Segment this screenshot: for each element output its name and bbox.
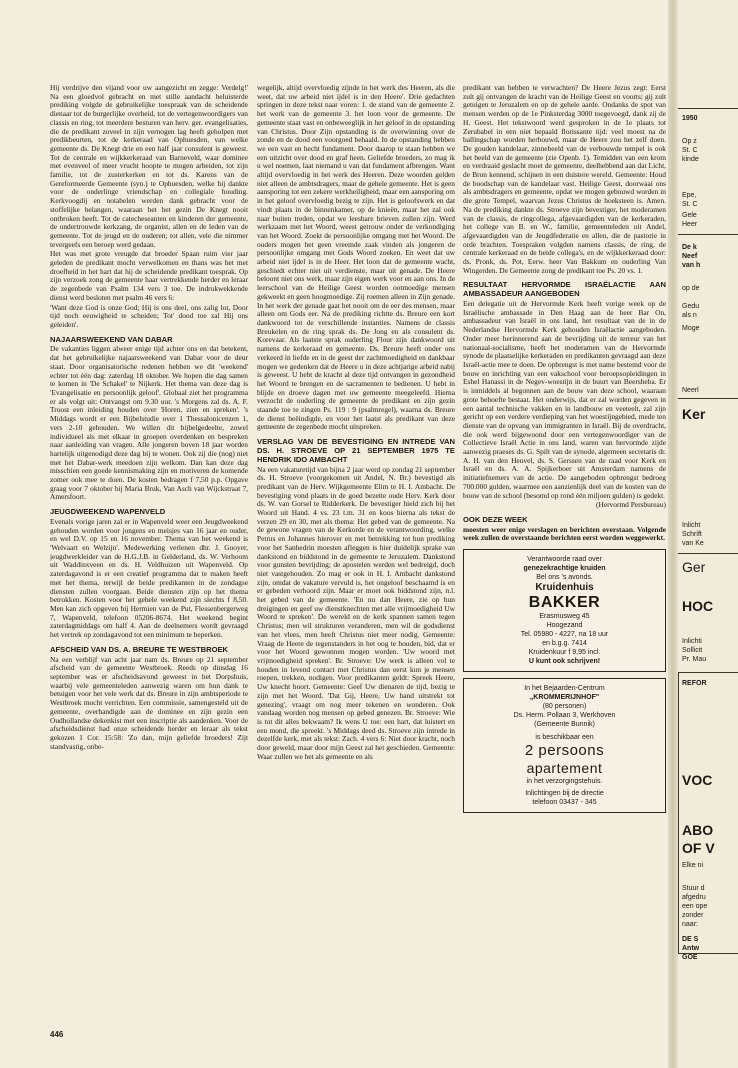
strip-text: Pr. Mau [682,656,707,663]
ad-headline: 2 persoons [524,742,605,760]
column-3 [463,84,666,1019]
article-text: De vakanties liggen alweer enige tijd achter ons en dat betekent, dat het gebruikelijke najaarsweekend van Dabar voor de deur staat. Door organisatorische redenen hebben we dit 'weekend' echter tot één dag: zaterdag 18 oktober. We hopen die dag samen te komen in 'De Schakel' te Nijkerk. Het thema van deze dag is 'Evangelisatie en persoonlijk geloof'. Globaal ziet het programma er als volgt uit: Ontvangst om 9.30 uur. 's Morgens zal ds. A. F. Troost een inleiding houden over 'Horen, zien en spreken'. 's Middags wordt er een Bijbelstudie over 1 Thessalonicenzen 1, vers 2-10 gehouden. We willen dit bijbelgedeelte, zowel individueel als met elkaar in groepen overdenken en bespreken naar aanleiding van vragen. Alle jongeren boven 18 jaar worden hartelijk uitgenodigd deze dag bij te wonen. Ook zij die (nog) niet met het Dabar-werk meedoen zijn welkom. Dan kan deze dag misschien een goede kennismaking zijn en motiveren de komende zomer ook mee te doen. De kosten bedragen f 7,50 p.p. Opgave graag voor 7 oktober bij Maria Bruk, Van Asch van Wijckstraat 7, Amersfoort. [50,344,248,502]
strip-text: kinde [682,156,699,163]
strip-text: zonder [682,912,704,919]
adjacent-page-strip [678,0,738,1068]
article-text: Na een verblijf van acht jaar nam ds. Breure op 21 september afscheid van de gemeente Westbroek. Reeds op dinsdag 16 september was er afscheidsavond geweest in het Dorpshuis, waarbij vele gemeenteleden aanwezig waren om hun dank te betuigen voor het vele werk dat ds. Breure in zijn ambtsperiode te Westbroek mocht verrichten. Een commissie, samengesteld uit de gemeente, overhandigde aan de dominee en zijn gezin een Oudhollandse dekenkist met een inscriptie als aandenken. Voor de afscheidsdienst had onze scheidende herder en leraar als tekst gekozen 1 Cor. 15:58: 'Zo dan, mijn geliefde broeders! Zijt standvastig, onbe- [50,654,248,751]
strip-text: Elke ni [682,862,704,869]
article-text: Evenals vorige jaren zal er in Wapenveld weer een Jeugdweekend gehouden worden voor jongens en meisjes van 16 jaar en ouder, en wel D.V. op 15 en 16 november. Thema van het weekend is 'Welvaart en Welzijn'. Medewerking verlenen dhr. J. Gooyer, jeugdwerkleider van de H.G.J.B. in Gelderland, ds. W. Verhoom uit Waddinxveen en ds. H. Veldhuizen uit Wapenveld. Op zaterdagavond is er een creatief programma dat te maken heeft met het thema, terwijl de beide predikanten in de zondagse diensten zullen voorgaan. Beide diensten zijn op het thema betrokken. Kosten voor het gehele weekend zijn slechts f 8,50. Men kan zich opgeven bij Hermien van de Put, Flessenbergerweg 7, Wapenveld, telefoon 05206-8674. Het weekend begint zaterdagmiddags om half 4. Aan de deelnemers wordt gevraagd het vertrek op zondagavond tot een minimum te beperken. [50,516,248,640]
strip-heading: Ger [682,559,706,575]
ad-line: Bel ons 's avonds. [536,574,593,582]
strip-heading: VOC [682,772,713,788]
strip-text: Op z [682,138,697,145]
strip-text: Inlicht [682,522,701,529]
strip-heading: Ker [682,406,706,422]
strip-text: van Ke [682,540,704,547]
strip-text: REFOR [682,680,707,687]
strip-text: Heer [682,221,698,228]
strip-heading: ABO [682,822,714,838]
strip-text: Gele [682,212,697,219]
divider [678,108,738,109]
strip-text: GOE [682,954,698,961]
ad-line: in het verzorgingstehuis. [526,778,603,786]
ad-line: Kruidenkuur f 9,95 incl. [528,649,601,657]
strip-text: naar: [682,921,698,928]
strip-text: Neef [682,253,698,260]
article-heading: AFSCHEID VAN DS. A. BREURE TE WESTBROEK [50,644,229,654]
strip-text: St. C [682,201,698,208]
ad-line: „KROMMERIJNHOF" [529,694,600,702]
ad-line: en b.g.g. 7414 [542,640,587,648]
strip-text: DE S [682,936,699,943]
column-2 [257,84,455,1019]
strip-text: Schrift [682,531,702,538]
article-heading: JEUGDWEEKEND WAPENVELD [50,507,166,517]
article-heading: RESULTAAT HERVORMDE ISRAËLACTIE AAN AMBASSADEUR AANGEBODEN [463,280,666,299]
strip-text: een ope [682,903,708,910]
strip-text: Neerl [682,387,699,394]
divider [678,234,738,235]
ad-line: Inlichtingen bij de directie [525,790,604,798]
ad-line: (80 personen) [542,703,587,711]
article-text: Na een vakaturetijd van bijna 2 jaar werd op zondag 21 september ds. H. Stroeve (voorgekomen uit Andel, N. Br.) bevestigd als predikant van de Herv. Wijkgemeente Elim te H. I. Ambacht. De bevestiging vond plaats in de goed bezette oude Herv. Kerk door ds. W. van Gorsel te Ridderkerk. De bevestiger hield zich bij het Woord uit Hand. 4 vs. 23 t.m. 31 en koos hierna als tekst de verzen 29 en 30, met als thema: Het gebed van de gemeente. Na de gewone vragen van de Kerkorde en de verantwoording, welke Petrus en Johannes hierover en met betrekking tot hun prediking voor het Sanhedrin moesten afleggen is hier duidelijk sprake van dankstond en biddstond in de gemeente te Jeruzalem. Dankstond voor gunsten bevrijding; de apostelen werden wel bedreigd, doch niet vastgehouden. Zo mag er ook in H. I. Ambacht dankstond zijn, omdat de vakature vervuld is, het ongeloof beschaamd is en er gebeden verhoord zijn. Maar er moet ook biddstond zijn, n.l. het gebed van de gemeente. 'En nu dan Heere, zie op hun dreigingen en geef uw dienstknechten met alle vrijmoedigheid Uw Woord te spreken'. De wereld en de kerk spannen samen tegen Christus; men wil strukturen veranderen, men wil de godsdienst van het vlees, men heeft Christus niet meer nodig. Gemeente: Vraag de Heere de tegenstanders in het oog te houden, bid, dat er voor het Woord gewonnen mogen worden. 'Uw woord met vrijmoedigheid spreken'. Br. Stroeve: Uw werk is alleen vol te houden in levend contact met Christus dan eerst kun je mensen roepen, trekken, nodigen. Voor predikanten geldt: Spreek Heere, Uw knecht hoort. Gemeente: Geef Uw dienaren de tijd, bezig te zijn met het Woord. 'Dat Gij, Heere, Uw hand uitstrekt tot genezing', vraagt om nog meer tekenen en wonderen. Ook vandaag worden nog mensen op gebed genezen. Br. Stroeve: Wie is tot dit alles bekwaam? Ik wens U toe: een hart, dat luistert en een mond, die spreekt. 's Middags deed ds. Stroeve zijn intrede in dezelfde kerk, met als tekst: Zach. 4 vers 6: Niet door kracht, noch door geweld, maar door mijn Geest zal het geschieden. Gemeente: Waar zullen we het als gemeente en als [257,464,455,761]
article-text: Een delegatie uit de Hervormde Kerk heeft vorige week op de Israëlische ambassade in Den Haag aan de heer Bar On, ambassadeur van Israël in ons land, het resultaat van de in de Nederlandse Hervormde Kerk gehouden Israëlactie aangeboden. Onder meer herinnerend aan de bevrijding uit de terreur van het nationaal-socialisme, heeft het moderamen van de Hervormde synode de plaatselijke kerkeraden en predikanten gevraagd aan deze Israël-actie mee te doen. De opbrengst is met name bestemd voor de bouw en inrichting van een vakschool voor beroepsopleidingen in Eshel Hanassi in de Negev-woestijn in de buurt van Beersheba. Er is inmiddels al begonnen aan de bouw van deze school, waaraan grote behoefte bestaat. Het onderwijs, dat er zal worden gegeven in een aantal technische vakken en in landbouw en veeteelt, zal zijn gericht op een verdere verdieping van het woestijngebied, mede ten dienste van de opvang van immigranten in Israël. Bij de overdracht, die ook werd bijgewoond door een vertegenwoordiger van de Collectieve Israël Actie in ons land, waren van hervormde zijde aanwezig praeses ds. G. Spilt van de synode, algemeen secretaris dr. A. H. van den Heuvel, ds. S. Gerssen van de raad voor Kerk en Israël en ds. A. A. Spijkerboer uit Amsterdam namens de initiatiefnemers van de actie. De aangeboden opbrengst bedroeg 700.000 gulden, waarmee een aanzienlijk deel van de kosten van de bouw van de school (besomd op rond één miljoen gulden) is gedekt. [463,299,666,500]
psalm-verse: 'Want deze God is onze God; Hij is ons deel, ons zalig lot, Door tijd noch eeuwigheid te scheiden; Tot' dood toe zal Hij ons geleiden'. [50,302,248,329]
ad-line: (Gemeente Bunnik) [534,721,595,729]
strip-text: als n [682,312,697,319]
ad-line: U kunt ook schrijven! [528,658,601,666]
article-text: predikant van hebben te verwachten? De Heere Jezus zegt: Eerst zult gij ontvangen de kracht van de Heilige Geest en voorts; gij zult getuigen te Jeruzalem en op de gehele aarde. Ondanks de spot van mensen werden op de 1e Pinksterdag 3000 toegevoegd, dank zij de H. Geest. Het tekstwoord werd gesproken in de 1e plaats tot Zerubabel in een niet bepaald florissante tijd: veel moest na de ballingschap worden herbouwd, maar de Heere zou het zelf doen. De gouden kandelaar, zinnebeeld van de verbouwde tempel is ook het beeld van de gemeente (zie Openb. 1). Temidden van een krom en verdraaid geslacht moet de gemeente, deelhebbend aan dat Licht, de Bron kennend, schijnen in een duistere wereld. Gemeente: Houd de boodschap van de kandelaar vast. Heilige Geest, doorwaai ons als ambtsdragers en gemeente, opdat we mogen gebouwd worden in die grote Tempel, waarvan Jezus Christus de hoeksteen is. Amen. Na de prediking dankte ds. Stroeve zijn bevestiger, het moderamen van de classis, de ringcollega, afgevaardigden van de kerkeraden, het college van B. en W., familie, gemeenteleden uit Andel, afgevaardigden van de Jeugdfederatie en allen, die de pastorie in orde brachten. Toespraken volgden namens classis, de ring, de centrale kerkeraad en de beide collega's, en de wijkkerkeraad door: ds. Pronk, ds. Pot, Eerw. heer Van Bakkum en ouderling Van Wingerden. De Gemeente zong de predikant toe Ps. 20 vs. 1. [463,84,666,275]
strip-text: op de [682,285,700,292]
article-heading: NAJAARSWEEKEND VAN DABAR [50,334,173,344]
strip-text: van h [682,262,701,269]
ad-line: genezekrachtige kruiden [523,565,606,573]
ad-line: Ds. Herm. Pollaan 3, Werkhoven [513,712,616,720]
strip-text: Stuur d [682,885,705,892]
main-text-area [50,84,666,1024]
article-heading: OOK DEZE WEEK [463,514,528,524]
strip-heading: HOC [682,598,714,614]
source-credit: (Hervormd Persbureau) [596,500,666,510]
divider [678,398,738,399]
strip-text: Gedu [682,303,700,310]
strip-text: St. C [682,147,698,154]
strip-text: De k [682,244,697,251]
ad-line: Hoogezand [546,622,583,630]
article-heading: VERSLAG VAN DE BEVESTIGING EN INTREDE VAN DS. H. STROEVE OP 21 SEPTEMBER 1975 TE HENDRIK IDO AMBACHT [257,437,455,464]
page-number: 446 [50,1030,64,1039]
column-1 [50,84,248,984]
ad-line: Erasmusweg 45 [539,613,590,621]
ad-line: In het Bejaarden-Centrum [524,685,605,693]
ad-line: Verantwoorde raad over [527,556,602,564]
ad-brand: Kruidenhuis [535,582,594,594]
strip-text: Antw [682,945,700,952]
article-text: Het was met grote vreugde dat broeder Spaan ruim vier jaar geleden de predikant mocht verwelkomen en thans was het met droefheid in het hart dat hij de scheidende predikant toesprak. Op zijn verzoek zong de gemeente haar vertrekkende herder en leraar de zegenbede van Psalm 134 vers 3 toe. De indrukwekkende dienst werd besloten met psalm 46 vers 6: [50,249,248,302]
ad-kruidenhuis-bakker [463,549,666,672]
strip-text: 1950 [682,115,698,122]
notice-text: moesten weer enige verslagen en berichten overstaan. Volgende week zullen de overstaande berichten eerst worden weggewerkt. [463,524,666,543]
article-text: wegelijk, altijd overvloedig zijnde in het werk des Heeren, als die weet, dat uw arbeid niet ijdel is in den Heere'. Drie gedachten springen in deze tekst naar voren: 1. de stand van de gemeente 2. het werk van de gemeente 3. het loon voor de gemeente. De gemeente staat vast en onbeweeglijk in het geloof in de opstanding van Christus. Door Zijn opstanding is de overwinning over de zonde en de dood een voorgoed behaald. In de opstanding hebben we een vast en hecht fundament. Door daarop te staan hebben we een uitzicht over dood en graf heen. Geliefde broeders, zo mag ik u wel noemen, laat niemand u van dat fundament afbrengen. Want altijd overvloedig in het werk des Heeren. Deze woorden gelden niet alleen de ambtsdragers, maar de gehele gemeente. Het is geen aansporing tot een zekere werkheiligheid, maar een aansporing om in het geloof overvloedig bezig te zijn. Het is geloofswerk en dat vindt plaats in de binnenkamer, op de knieën, maar het zal ook naar buiten treden, opdat we leesbare brieven zullen zijn. Werd werkzaam met het Woord, weest getrouw onder de verkondiging van het Woord. Zoekt de persoonlijke omgang met het Woord. De ouders mogen het geen vreemde zaak vinden als jongeren de persoonlijke omgang met Gods Woord zoeken. En weet dat uw arbeid niet ijdel is in de Heer. Het loon dat de gemeente wacht, geschiedt echter niet uit verdienste, maar uit genade. De Heere beloont niet ons werk, maar zijn eigen werk voor en aan ons. In de leerschool van de Heilige Geest worden ootmoedige mensen gekweekt en geen hoogmoedige. Zij roemen alleen in Zijn genade. In het werk der genade gaat het nooit om de eer des mensen, maar alleen om Gods eer. Na de prediking richtte ds. Breure een kort dankwoord tot de verschillende instanties. Namens de classis Breukelen en de ring sprak ds. De Jong en als consulent ds. Korevaar. Als laatste sprak ouderling Flour zijn dankwoord uit namens de kerkeraad en gemeente. Ds. Breure heeft onder ons verkeerd in liefde en in de geest der zachtmoedigheid en dankbaar mogen we gedenken dat de Heere u in deze achtjarige arbeid nabij is geweest. U hebt de kracht al deze tijd ontvangen in gezondheid het Woord te brengen en de sacramenten te bedienen. U hebt in blijde en droeve dagen met uw gemeente meegeleefd. Hierna verzocht de ouderling de gemeente de predikant en zijn gezin staande toe te zingen Ps. 119 : 9 (psalmregel), waarna ds. Breure de dienst beëindigde, en voor het laatst als predikant van deze gemeente de zegenbede mocht uitspreken. [257,84,455,432]
strip-heading: OF V [682,840,715,856]
strip-text: Moge [682,325,700,332]
article-text: Hij verdrijve den vijand voor uw aangezicht en zegge: Verdelg!' Na een gloedvol gebracht en met stille aandacht beluisterde prediking volgde de gebruikelijke toespraak van de scheidende dienaar tot de burgerlijke overheid, tot de vertegenwoordigers van classis en ring, tot meerdere besturen van herv. ger. evangelisaties, die de predikant zoveel in zijn vernogen lag heeft geholpen met predikbeurten, tot de kerkeraad van Ophuesden, van welke gemeente ds. De Knegt drie en een half jaar consulent is geweest. Tot de centrale en wijkkerkeraad van Barneveld, waar dominee met evenveel of meer vrucht hoopte te mogen arbeiden, tot zijn familie, tot de zusterkerken en tot ds. Karens van de Gereformeerde Gemeente (syn.) te Ophuesden, welke hij dankte voor de onderlinge vriendschap en collegiale houding. Kerkvoogdij en notabelen werden dank gebracht voor de stoffelijke belangen, waaraan het het gezin De Knegt nooit ontbroken heeft. Tot de catecheseanten en kinderen der gemeente, de ondertrouwde kerkzang, de organist, allen en de leden van de gemeente. Tot de jeugd en de ouderen; tot allen, vele die nimmer tevergeefs een beroep werd gedaan. [50,84,248,249]
ad-headline: apartement [526,760,603,777]
divider [678,553,738,554]
ad-krommerijnhof [463,678,666,813]
ad-line: is beschikbaar een [535,734,594,742]
strip-text: Sollicit [682,647,703,654]
strip-text: afgedru [682,894,706,901]
page-fold [668,0,678,1068]
ad-brand-name: BAKKER [528,594,601,612]
strip-text: Inlichti [682,638,702,645]
ad-line: telefoon 03437 - 345 [532,799,597,807]
strip-text: Epe, [682,192,697,199]
ad-line: Tel. 05980 - 4227, na 18 uur [520,631,609,639]
